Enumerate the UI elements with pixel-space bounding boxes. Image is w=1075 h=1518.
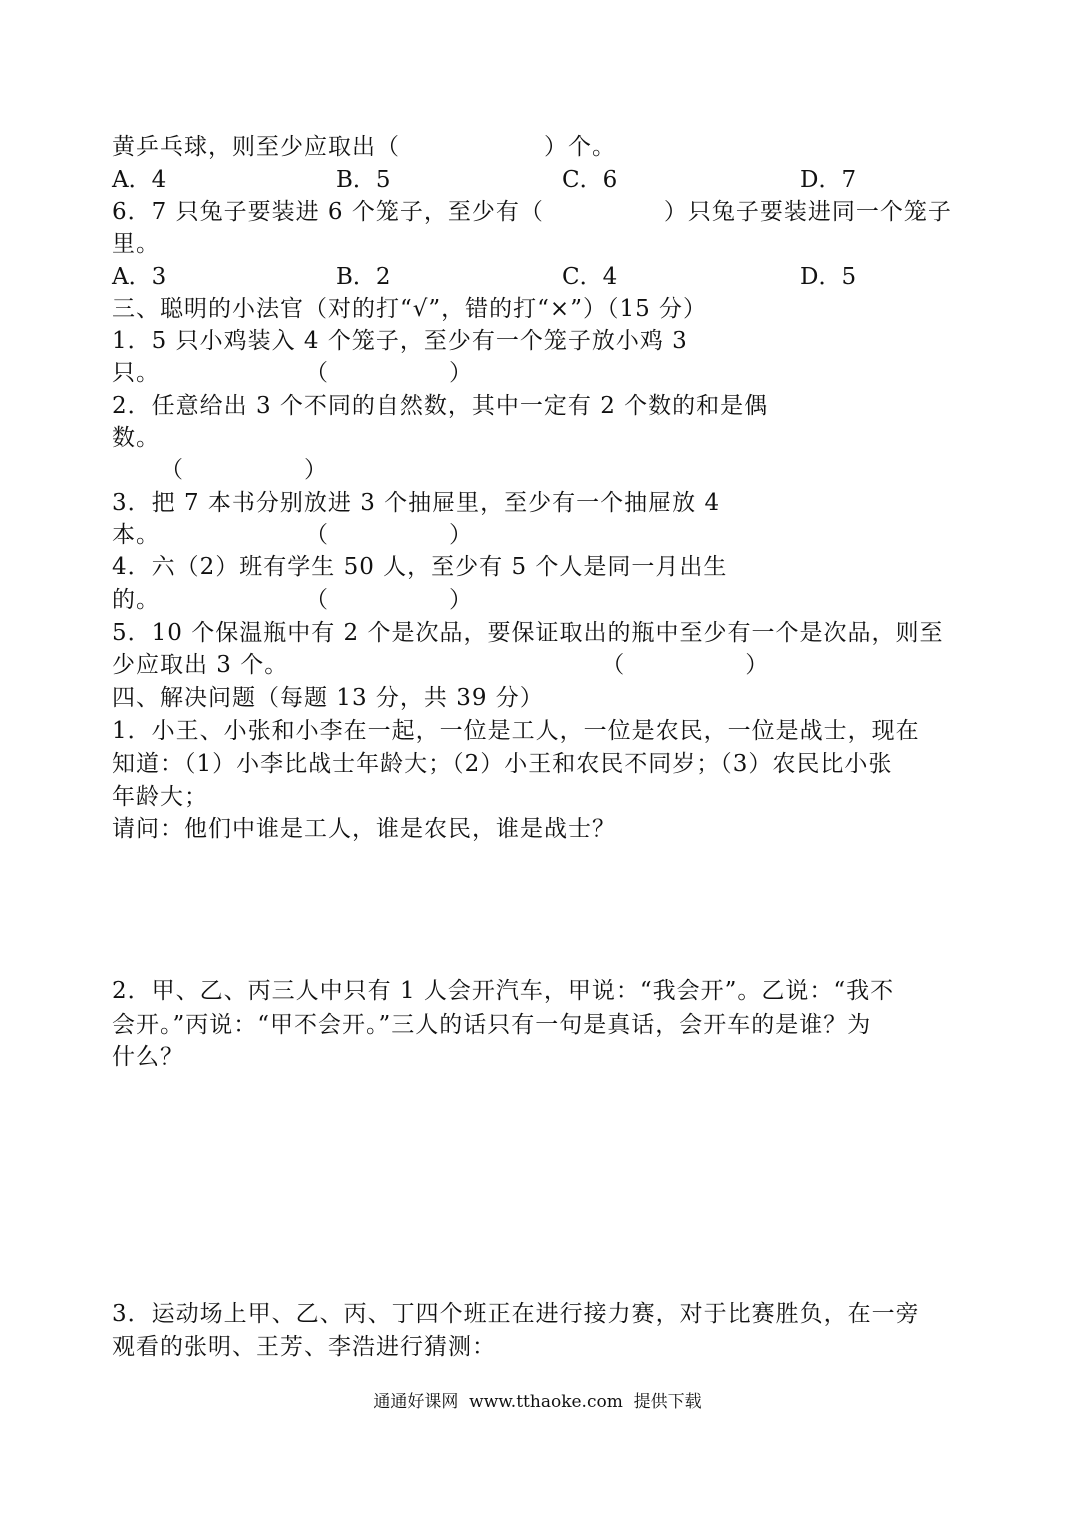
footer-credit: 通通好课网 www.tthaoke.com 提供下载: [373, 1392, 702, 1412]
s3-q5-line2: 少应取出 3 个。 （ ）: [112, 652, 770, 678]
s3-q1-line2: 只。 （ ）: [112, 360, 473, 386]
s3-q5-line1: 5．10 个保温瓶中有 2 个是次品，要保证取出的瓶中至少有一个是次品，则至: [112, 620, 944, 646]
q5-option-c: C．6: [562, 167, 618, 193]
s3-q2-answer-blank: （ ）: [160, 457, 328, 483]
s4-q3-line1: 3．运动场上甲、乙、丙、丁四个班正在进行接力赛，对于比赛胜负，在一旁: [112, 1301, 920, 1327]
s4-q2-line1: 2．甲、乙、丙三人中只有 1 人会开汽车，甲说：“我会开”。乙说：“我不: [112, 978, 895, 1004]
s4-q1-line3: 年龄大；: [112, 784, 208, 810]
s3-q4-line1: 4．六（2）班有学生 50 人，至少有 5 个人是同一月出生: [112, 554, 728, 580]
s4-q1-line2: 知道：（1）小李比战士年龄大；（2）小王和农民不同岁；（3）农民比小张: [112, 751, 893, 777]
q6-option-d: D．5: [800, 264, 857, 290]
s3-q3-line2: 本。 （ ）: [112, 522, 473, 548]
s4-q1-line1: 1．小王、小张和小李在一起，一位是工人，一位是农民，一位是战士，现在: [112, 718, 920, 744]
section3-title: 三、聪明的小法官（对的打“√”，错的打“×”）（15 分）: [112, 296, 708, 322]
q6-option-c: C．4: [562, 264, 618, 290]
section4-title: 四、解决问题（每题 13 分，共 39 分）: [112, 685, 544, 711]
q6-option-b: B．2: [336, 264, 391, 290]
s3-q4-line2: 的。 （ ）: [112, 587, 473, 613]
q5-option-b: B．5: [336, 167, 391, 193]
s3-q2-line2: 数。: [112, 425, 160, 451]
q6-option-a: A．3: [112, 264, 167, 290]
s3-q1-line1: 1．5 只小鸡装入 4 个笼子，至少有一个笼子放小鸡 3: [112, 328, 688, 354]
s3-q3-line1: 3．把 7 本书分别放进 3 个抽屉里，至少有一个抽屉放 4: [112, 490, 721, 516]
s4-q2-line2: 会开。”丙说：“甲不会开。”三人的话只有一句是真话，会开车的是谁？为: [112, 1012, 872, 1038]
s4-q2-line3: 什么？: [112, 1044, 184, 1070]
q5-option-d: D．7: [800, 167, 857, 193]
q6-line1: 6．7 只兔子要装进 6 个笼子，至少有（ ）只兔子要装进同一个笼子: [112, 199, 952, 225]
q6-line2: 里。: [112, 231, 160, 257]
s4-q1-line4: 请问：他们中谁是工人，谁是农民，谁是战士？: [112, 816, 616, 842]
q5-tail: 黄乒乓球，则至少应取出（ ）个。: [112, 134, 616, 160]
s4-q3-line2: 观看的张明、王芳、李浩进行猜测：: [112, 1334, 496, 1360]
q5-option-a: A．4: [112, 167, 167, 193]
s3-q2-line1: 2．任意给出 3 个不同的自然数，其中一定有 2 个数的和是偶: [112, 393, 769, 419]
